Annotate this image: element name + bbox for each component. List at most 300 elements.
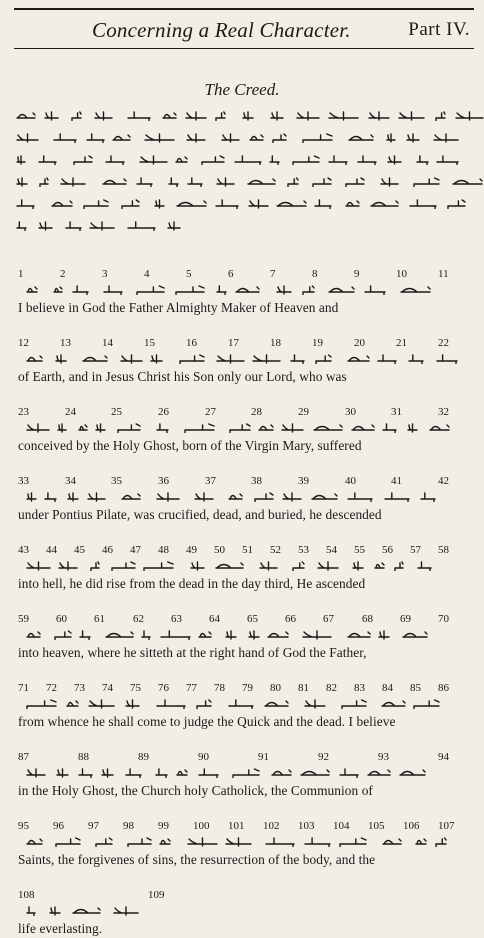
word-number: 72 <box>46 682 57 694</box>
word-number: 26 <box>158 406 169 418</box>
character-glyph <box>154 199 165 208</box>
character-glyph <box>26 285 38 294</box>
character-glyph <box>228 492 243 501</box>
character-glyph <box>26 492 37 501</box>
word-number: 96 <box>53 820 64 832</box>
character-glyph <box>282 492 302 501</box>
character-glyph <box>435 111 446 120</box>
word-number: 85 <box>410 682 421 694</box>
word-number: 82 <box>326 682 337 694</box>
character-glyph <box>71 111 82 120</box>
character-glyph <box>313 423 343 432</box>
word-number: 67 <box>323 613 334 625</box>
word-number: 87 <box>18 751 29 763</box>
word-number: 41 <box>391 475 402 487</box>
word-number: 42 <box>438 475 449 487</box>
character-glyph <box>225 630 237 639</box>
character-glyph <box>67 492 79 501</box>
word-number: 55 <box>354 544 365 556</box>
word-number: 75 <box>130 682 141 694</box>
character-glyph <box>16 177 28 186</box>
character-glyph <box>215 199 239 208</box>
english-text-line: life everlasting. <box>18 921 103 936</box>
character-glyph <box>89 221 115 230</box>
symbols-line <box>18 834 458 848</box>
character-glyph <box>415 837 427 846</box>
word-number: 73 <box>74 682 85 694</box>
word-number: 30 <box>345 406 356 418</box>
word-number: 60 <box>56 613 67 625</box>
character-glyph <box>55 354 67 363</box>
character-glyph <box>55 837 81 846</box>
word-number: 24 <box>65 406 76 418</box>
character-glyph <box>72 285 89 294</box>
character-glyph <box>368 111 390 120</box>
character-glyph <box>39 177 49 186</box>
character-glyph <box>26 354 43 363</box>
part-label: Part IV. <box>408 19 470 40</box>
word-number: 36 <box>158 475 169 487</box>
word-number: 11 <box>438 268 449 280</box>
character-glyph <box>348 133 374 142</box>
character-glyph <box>254 492 274 501</box>
character-glyph <box>259 561 278 570</box>
passage-line <box>16 174 474 188</box>
word-number: 98 <box>123 820 134 832</box>
word-number: 84 <box>382 682 393 694</box>
word-number: 83 <box>354 682 365 694</box>
character-glyph <box>328 155 348 164</box>
word-number: 38 <box>251 475 262 487</box>
word-number: 94 <box>438 751 449 763</box>
character-glyph <box>58 561 78 570</box>
character-glyph <box>264 699 289 708</box>
character-glyph <box>276 199 307 208</box>
character-glyph <box>436 155 459 164</box>
word-number: 99 <box>158 820 169 832</box>
character-glyph <box>105 155 125 164</box>
character-glyph <box>187 837 218 846</box>
character-glyph <box>26 837 43 846</box>
real-character-passage <box>16 108 474 248</box>
character-glyph <box>398 111 425 120</box>
character-glyph <box>143 561 174 570</box>
character-glyph <box>235 285 260 294</box>
character-glyph <box>314 199 332 208</box>
character-glyph <box>105 630 134 639</box>
character-glyph <box>95 837 113 846</box>
character-glyph <box>56 768 69 777</box>
character-glyph <box>409 199 437 208</box>
passage-line <box>16 152 474 166</box>
verse-numbers-6 <box>18 613 474 626</box>
character-glyph <box>112 133 131 142</box>
word-number: 105 <box>368 820 385 832</box>
character-symbols-10 <box>18 903 474 917</box>
character-glyph <box>156 492 180 501</box>
word-number: 50 <box>214 544 225 556</box>
word-number: 78 <box>214 682 225 694</box>
character-glyph <box>416 155 429 164</box>
character-glyph <box>179 354 205 363</box>
character-glyph <box>435 837 447 846</box>
character-glyph <box>384 492 410 501</box>
character-glyph <box>82 354 108 363</box>
character-glyph <box>406 133 420 142</box>
head-rule-bottom <box>14 48 474 49</box>
character-glyph <box>232 768 260 777</box>
word-number: 15 <box>144 337 155 349</box>
symbols-line <box>18 558 458 572</box>
character-glyph <box>83 199 109 208</box>
character-glyph <box>400 285 431 294</box>
word-number: 32 <box>438 406 449 418</box>
word-number: 13 <box>60 337 71 349</box>
character-glyph <box>258 423 274 432</box>
character-glyph <box>160 630 191 639</box>
character-glyph <box>73 155 93 164</box>
character-glyph <box>215 561 244 570</box>
character-glyph <box>111 561 136 570</box>
word-number: 58 <box>438 544 449 556</box>
character-glyph <box>16 221 27 230</box>
verse-numbers-5 <box>18 544 474 557</box>
character-glyph <box>339 837 367 846</box>
word-number: 61 <box>94 613 105 625</box>
character-glyph <box>242 111 254 120</box>
english-text-line: from whence he shall come to judge the Quick and the dead. I believe <box>18 714 396 729</box>
word-number: 69 <box>400 613 411 625</box>
character-glyph <box>66 699 79 708</box>
character-glyph <box>167 221 181 230</box>
character-glyph <box>144 133 175 142</box>
character-glyph <box>225 837 252 846</box>
word-number: 97 <box>88 820 99 832</box>
character-glyph <box>78 423 88 432</box>
symbols-line <box>18 420 458 434</box>
character-glyph <box>229 423 251 432</box>
symbols-line <box>18 627 458 641</box>
character-glyph <box>381 699 406 708</box>
character-glyph <box>26 768 46 777</box>
english-text-line: into hell, he did rise from the dead in the day third, He ascended <box>18 576 366 591</box>
word-number: 57 <box>410 544 421 556</box>
character-glyph <box>252 354 281 363</box>
word-number: 93 <box>378 751 389 763</box>
character-glyph <box>386 133 396 142</box>
character-symbols-3 <box>18 420 474 434</box>
word-number: 1 <box>18 268 24 280</box>
word-number: 90 <box>198 751 209 763</box>
character-glyph <box>127 111 151 120</box>
word-number: 68 <box>362 613 373 625</box>
verse-numbers-7 <box>18 682 474 695</box>
character-glyph <box>315 354 332 363</box>
word-number: 12 <box>18 337 29 349</box>
word-number: 65 <box>247 613 258 625</box>
character-glyph <box>26 906 36 915</box>
character-glyph <box>317 561 339 570</box>
character-symbols-1 <box>18 282 474 296</box>
word-number: 23 <box>18 406 29 418</box>
character-glyph <box>380 177 399 186</box>
character-symbols-2 <box>18 351 474 365</box>
verse-numbers-3 <box>18 406 474 419</box>
character-glyph <box>272 133 287 142</box>
english-text-line: conceived by the Holy Ghost, born of the Virgin Mary, suffered <box>18 438 362 453</box>
character-glyph <box>290 354 305 363</box>
passage-line <box>16 108 474 122</box>
word-number: 91 <box>258 751 269 763</box>
word-number: 28 <box>251 406 262 418</box>
verse-numbers-10 <box>18 889 474 902</box>
character-glyph <box>413 177 440 186</box>
character-glyph <box>271 768 292 777</box>
verse-numbers-2 <box>18 337 474 350</box>
word-number: 9 <box>354 268 360 280</box>
character-glyph <box>16 155 26 164</box>
word-number: 103 <box>298 820 315 832</box>
character-glyph <box>302 630 332 639</box>
character-symbols-6 <box>18 627 474 641</box>
character-glyph <box>216 285 227 294</box>
word-number: 4 <box>144 268 150 280</box>
passage-line <box>16 218 196 232</box>
character-glyph <box>86 133 105 142</box>
word-number: 49 <box>186 544 197 556</box>
character-glyph <box>139 155 168 164</box>
word-number: 53 <box>298 544 309 556</box>
word-number: 109 <box>148 889 165 901</box>
character-glyph <box>125 768 142 777</box>
word-number: 27 <box>205 406 216 418</box>
character-glyph <box>102 177 127 186</box>
symbols-line <box>18 489 458 503</box>
word-number: 35 <box>111 475 122 487</box>
character-glyph <box>339 768 359 777</box>
character-glyph <box>185 111 207 120</box>
character-glyph <box>60 177 86 186</box>
english-text-line: Saints, the forgivenes of sins, the resurrection of the body, and the <box>18 852 376 867</box>
character-glyph <box>296 111 320 120</box>
character-glyph <box>248 630 260 639</box>
character-glyph <box>90 561 100 570</box>
character-glyph <box>120 354 143 363</box>
word-number: 29 <box>298 406 309 418</box>
character-glyph <box>26 630 41 639</box>
character-glyph <box>311 492 338 501</box>
character-glyph <box>176 199 207 208</box>
character-glyph <box>125 699 140 708</box>
character-glyph <box>198 768 219 777</box>
character-glyph <box>196 699 212 708</box>
passage-line <box>16 196 474 210</box>
character-glyph <box>187 177 203 186</box>
character-glyph <box>26 699 57 708</box>
character-glyph <box>281 423 304 432</box>
symbols-line <box>18 696 458 710</box>
character-glyph <box>201 155 225 164</box>
character-glyph <box>364 285 386 294</box>
running-head <box>14 8 474 50</box>
character-glyph <box>51 199 73 208</box>
word-number: 100 <box>193 820 210 832</box>
word-number: 39 <box>298 475 309 487</box>
character-glyph <box>302 133 333 142</box>
character-glyph <box>417 561 432 570</box>
character-glyph <box>175 155 188 164</box>
word-number: 43 <box>18 544 29 556</box>
character-glyph <box>429 423 450 432</box>
word-number: 62 <box>133 613 144 625</box>
character-glyph <box>328 111 359 120</box>
character-glyph <box>248 199 269 208</box>
character-glyph <box>54 630 72 639</box>
character-symbols-5 <box>18 558 474 572</box>
character-glyph <box>378 630 390 639</box>
character-glyph <box>194 492 214 501</box>
character-symbols-4 <box>18 489 474 503</box>
character-glyph <box>121 492 141 501</box>
word-number: 48 <box>158 544 169 556</box>
verse-numbers-4 <box>18 475 474 488</box>
character-glyph <box>370 199 399 208</box>
character-glyph <box>57 423 67 432</box>
character-glyph <box>150 354 163 363</box>
character-glyph <box>26 561 51 570</box>
character-glyph <box>382 837 402 846</box>
character-glyph <box>407 423 418 432</box>
character-glyph <box>198 630 212 639</box>
character-glyph <box>168 177 179 186</box>
word-number: 88 <box>78 751 89 763</box>
head-rule-top <box>14 8 474 10</box>
english-text-line: I believe in God the Father Almighty Maker of Heaven and <box>18 300 339 315</box>
word-number: 3 <box>102 268 108 280</box>
character-glyph <box>190 561 205 570</box>
word-number: 18 <box>270 337 281 349</box>
character-glyph <box>452 177 483 186</box>
character-glyph <box>215 111 226 120</box>
word-number: 89 <box>138 751 149 763</box>
word-number: 104 <box>333 820 350 832</box>
word-number: 80 <box>270 682 281 694</box>
character-glyph <box>328 285 355 294</box>
word-number: 40 <box>345 475 356 487</box>
word-number: 7 <box>270 268 276 280</box>
verse-numbers-1 <box>18 268 474 281</box>
character-glyph <box>78 768 93 777</box>
character-glyph <box>345 199 360 208</box>
character-symbols-7 <box>18 696 474 710</box>
word-number: 86 <box>438 682 449 694</box>
character-glyph <box>127 221 156 230</box>
word-number: 64 <box>209 613 220 625</box>
character-glyph <box>347 354 370 363</box>
character-glyph <box>374 561 385 570</box>
word-number: 25 <box>111 406 122 418</box>
character-glyph <box>49 906 61 915</box>
character-glyph <box>269 155 280 164</box>
word-number: 44 <box>46 544 57 556</box>
character-glyph <box>216 354 245 363</box>
character-glyph <box>88 699 115 708</box>
character-glyph <box>300 768 330 777</box>
word-number: 92 <box>318 751 329 763</box>
character-glyph <box>44 492 57 501</box>
character-glyph <box>44 111 59 120</box>
word-number: 6 <box>228 268 234 280</box>
word-number: 74 <box>102 682 113 694</box>
word-number: 101 <box>228 820 245 832</box>
character-glyph <box>221 133 240 142</box>
character-glyph <box>94 111 113 120</box>
character-glyph <box>38 155 57 164</box>
symbols-line <box>18 765 458 779</box>
character-glyph <box>377 354 397 363</box>
character-glyph <box>302 285 315 294</box>
character-glyph <box>26 423 50 432</box>
english-text-line: in the Holy Ghost, the Church holy Catholick, the Communion of <box>18 783 373 798</box>
word-number: 45 <box>74 544 85 556</box>
character-glyph <box>247 177 276 186</box>
word-number: 21 <box>396 337 407 349</box>
character-glyph <box>72 906 101 915</box>
character-glyph <box>367 768 391 777</box>
word-number: 22 <box>438 337 449 349</box>
character-glyph <box>228 699 254 708</box>
character-glyph <box>136 285 165 294</box>
word-number: 102 <box>263 820 280 832</box>
character-glyph <box>16 133 39 142</box>
character-glyph <box>292 561 305 570</box>
character-glyph <box>382 423 397 432</box>
word-number: 95 <box>18 820 29 832</box>
character-glyph <box>159 837 171 846</box>
character-glyph <box>341 699 367 708</box>
character-glyph <box>184 423 215 432</box>
character-glyph <box>433 133 459 142</box>
word-number: 52 <box>270 544 281 556</box>
character-glyph <box>394 561 404 570</box>
character-glyph <box>408 354 424 363</box>
character-glyph <box>347 630 371 639</box>
word-number: 63 <box>171 613 182 625</box>
word-number: 8 <box>312 268 318 280</box>
character-glyph <box>101 768 114 777</box>
character-glyph <box>38 221 53 230</box>
word-number: 54 <box>326 544 337 556</box>
word-number: 56 <box>382 544 393 556</box>
english-text-line: under Pontius Pilate, was crucified, dead, and buried, he descended <box>18 507 382 522</box>
word-number: 59 <box>18 613 29 625</box>
word-number: 2 <box>60 268 66 280</box>
character-symbols-9 <box>18 834 474 848</box>
character-glyph <box>455 111 484 120</box>
character-glyph <box>103 285 123 294</box>
verse-numbers-9 <box>18 820 474 833</box>
character-glyph <box>436 354 458 363</box>
english-text-line: of Earth, and in Jesus Christ his Son only our Lord, who was <box>18 369 347 384</box>
word-number: 5 <box>186 268 192 280</box>
word-number: 16 <box>186 337 197 349</box>
word-number: 14 <box>102 337 113 349</box>
character-glyph <box>16 111 36 120</box>
character-glyph <box>420 492 436 501</box>
word-number: 51 <box>242 544 253 556</box>
word-number: 20 <box>354 337 365 349</box>
character-glyph <box>387 155 402 164</box>
